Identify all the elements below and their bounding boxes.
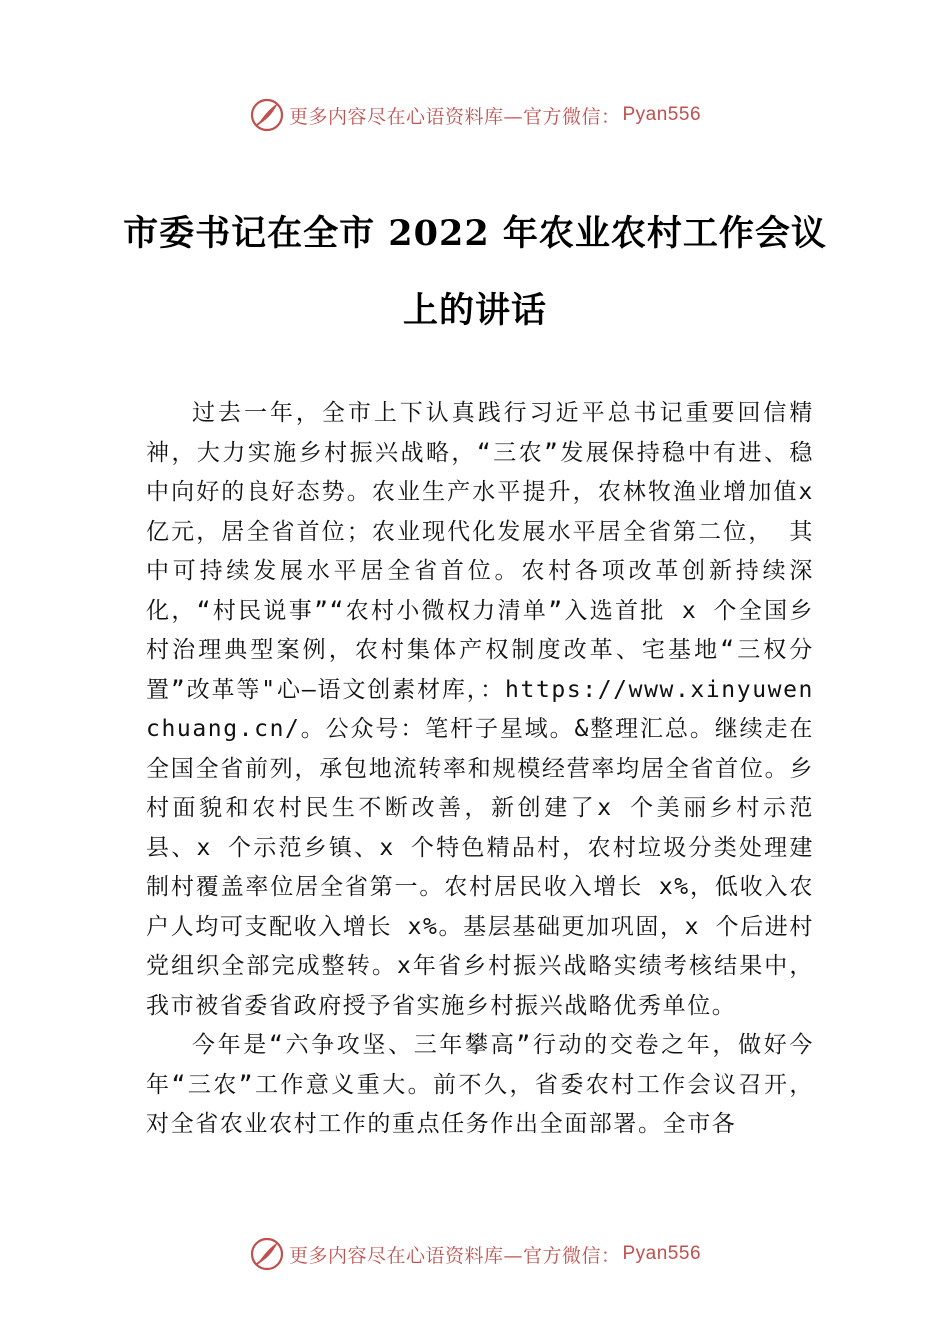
- banner-wechat-id: Pyan556: [622, 104, 702, 125]
- header-banner: [0, 95, 950, 135]
- banner-text: 更多内容尽在心语资料库—官方微信：: [288, 105, 621, 128]
- document-body: [146, 394, 814, 1145]
- body-paragraph-2: 今年是“六争攻坚、三年攀高”行动的交卷之年，做好今年“三农”工作意义重大。前不久，省委农村工作会议召开，对全省农业农村工作的重点任务作出全面部署。全市各: [146, 1032, 814, 1137]
- footer-banner: [0, 1234, 950, 1274]
- document-title-line-2: 上的讲话: [402, 290, 547, 331]
- quill-pen-logo-icon: [249, 97, 285, 133]
- document-title-line-1: 市委书记在全市 2022 年农业农村工作会议: [123, 213, 827, 254]
- banner-wechat-id: Pyan556: [622, 1243, 702, 1264]
- banner-text: 更多内容尽在心语资料库—官方微信：: [288, 1244, 621, 1267]
- quill-pen-logo-icon: [249, 1236, 285, 1272]
- body-paragraph-1: 过去一年，全市上下认真践行习近平总书记重要回信精神，大力实施乡村振兴战略，“三农”发展保持稳中有进、稳中向好的良好态势。农业生产水平提升，农林牧渔业增加值x 亿元，居全省首位；农业现代化发展水平居全省第二位， 其中可持续发展水平居全省首位。农村各项改革创新持续深化，“村民说事”“农村小微权力清单”入选首批 x 个全国乡村治理典型案例，农村集体产权制度改革、宅基地“三权分置”改革等"心—语文创素材库，：https://www.xinyuwenchuang.cn/。公众号：笔杆子星域。&整理汇总。继续走在全国全省前列，承包地流转率和规模经营率均居全省首位。乡村面貌和农村民生不断改善，新创建了x 个美丽乡村示范县、x 个示范乡镇、x 个特色精品村，农村垃圾分类处理建制村覆盖率位居全省第一。农村居民收入增长 x%，低收入农户人均可支配收入增长 x%。基层基础更加巩固，x 个后进村党组织全部完成整转。x年省乡村振兴战略实绩考核结果中，我市被省委省政府授予省实施乡村振兴战略优秀单位。: [146, 400, 814, 1019]
